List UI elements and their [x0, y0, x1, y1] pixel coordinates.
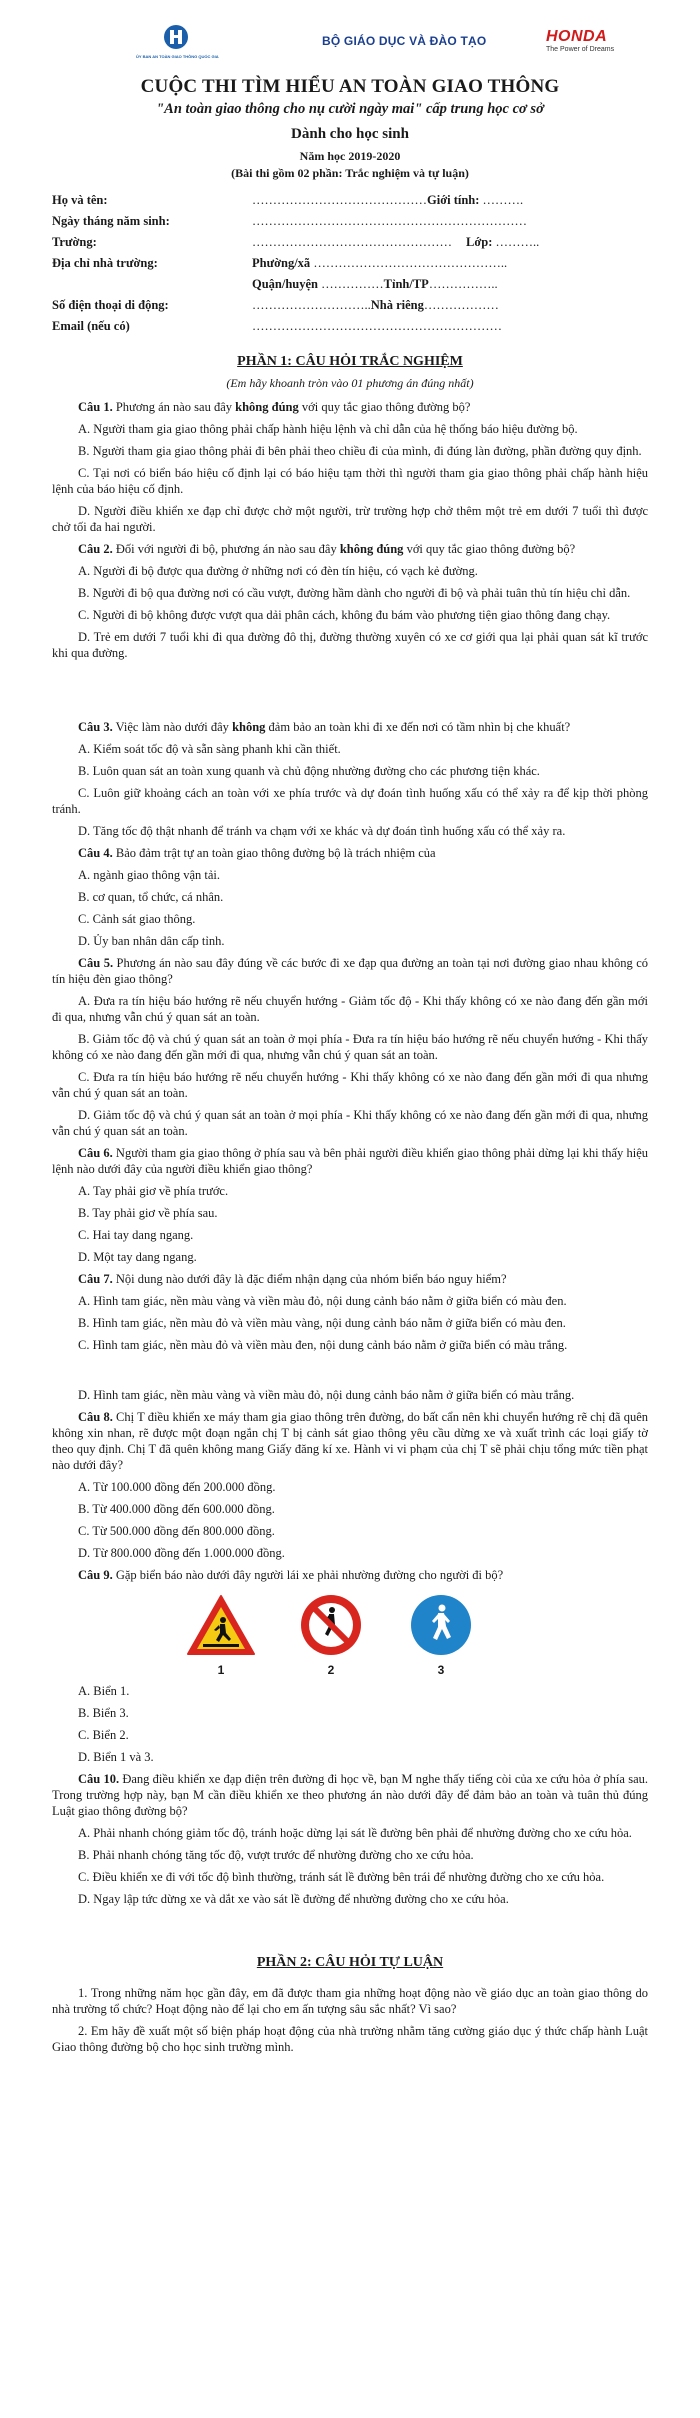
honda-slogan: The Power of Dreams — [546, 46, 615, 53]
committee-logo — [136, 24, 219, 59]
option-b[interactable]: B. Biển 3. — [78, 1706, 129, 1720]
email-label: Email (nếu có) — [52, 319, 130, 333]
option-c[interactable]: C. Hai tay dang ngang. — [78, 1228, 194, 1242]
district-row — [52, 277, 648, 298]
no-pedestrians-sign-icon — [299, 1593, 363, 1657]
sign-3-number: 3 — [437, 1663, 445, 1677]
question-10 — [52, 1771, 648, 1907]
part1-instruction: (Em hãy khoanh tròn vào 01 phương án đúng nhất) — [226, 376, 474, 390]
option-a[interactable]: A. Biển 1. — [78, 1684, 130, 1698]
question-5 — [52, 955, 648, 1139]
option-c[interactable]: C. Cảnh sát giao thông. — [78, 912, 196, 926]
option-a[interactable]: A. Tay phải giơ về phía trước. — [78, 1184, 229, 1198]
name-label: Họ và tên: — [52, 193, 108, 207]
question-8 — [52, 1409, 648, 1561]
option-d[interactable]: D. Ngay lập tức dừng xe và dắt xe vào sát lề đường để nhường đường cho xe cứu hỏa. — [78, 1892, 509, 1906]
option-a[interactable]: A. Kiểm soát tốc độ và sẵn sàng phanh khi cần thiết. — [78, 742, 341, 756]
part1-title: PHẦN 1: CÂU HỎI TRẮC NGHIỆM — [237, 354, 463, 369]
committee-caption: ỦY BAN AN TOÀN GIAO THÔNG QUỐC GIA — [136, 54, 219, 59]
sign-2[interactable] — [292, 1593, 370, 1677]
phone-row — [52, 298, 648, 319]
school-field[interactable]: ………………………………………… — [252, 235, 452, 249]
essay-question-1: 1. Trong những năm học gần đây, em đã được tham gia những hoạt động nào về giáo dục an toàn giao thông do nhà trường tổ chức? Hoạt động nào để lại cho em ấn tượng sâu sắc nhất? Vì sao? — [52, 1986, 648, 2016]
name-row — [52, 193, 648, 214]
sign-images — [182, 1593, 648, 1677]
question-text: Câu 6. Người tham gia giao thông ở phía sau và bên phải người điều khiển giao thông phải dừng lại khi thấy hiệu lệnh nào dưới đây của người điều khiển giao thông? — [52, 1146, 648, 1176]
option-d[interactable]: D. Biển 1 và 3. — [78, 1750, 154, 1764]
question-6 — [52, 1145, 648, 1265]
essay-question-2: 2. Em hãy đề xuất một số biện pháp hoạt động của nhà trường nhằm tăng cường giáo dục ý thức chấp hành Luật Giao thông đường bộ cho học sinh trường mình. — [52, 2024, 648, 2054]
option-a[interactable]: A. Đưa ra tín hiệu báo hướng rẽ nếu chuyển hướng - Giảm tốc độ - Khi thấy không có xe nào đang đến gần mới đi qua, nhưng vẫn chú ý quan sát an toàn. — [52, 994, 648, 1024]
school-label: Trường: — [52, 235, 97, 249]
option-a[interactable]: A. Người tham gia giao thông phải chấp hành hiệu lệnh và chỉ dẫn của hệ thống báo hiệu đường bộ. — [78, 422, 578, 436]
question-7 — [52, 1271, 648, 1403]
student-info-form — [52, 193, 648, 340]
question-text: Câu 4. Bảo đảm trật tự an toàn giao thông đường bộ là trách nhiệm của — [78, 846, 436, 860]
exam-note: (Bài thi gồm 02 phần: Trắc nghiệm và tự luận) — [231, 166, 469, 180]
city-label: Tỉnh/TP — [383, 277, 429, 291]
option-d[interactable]: D. Từ 800.000 đồng đến 1.000.000 đồng. — [78, 1546, 285, 1560]
option-a[interactable]: A. Phải nhanh chóng giảm tốc độ, tránh hoặc dừng lại sát lề đường bên phải để nhường đường cho xe cứu hỏa. — [78, 1826, 632, 1840]
phone-field[interactable]: ……………………….. — [252, 298, 371, 312]
pedestrian-path-sign-icon — [409, 1593, 473, 1657]
phone-label: Số điện thoại di động: — [52, 298, 169, 312]
question-4 — [52, 845, 648, 949]
option-c[interactable]: C. Tại nơi có biển báo hiệu cố định lại có báo hiệu tạm thời thì người tham gia giao thông phải chấp hành hiệu lệnh của báo hiệu cố định. — [52, 466, 648, 496]
committee-emblem-icon — [163, 24, 189, 50]
address-row — [52, 256, 648, 277]
option-b[interactable]: B. Từ 400.000 đồng đến 600.000 đồng. — [78, 1502, 275, 1516]
contest-title: CUỘC THI TÌM HIỂU AN TOÀN GIAO THÔNG — [140, 76, 560, 97]
option-c[interactable]: C. Biển 2. — [78, 1728, 129, 1742]
question-1 — [52, 399, 648, 535]
question-text: Câu 9. Gặp biển báo nào dưới đây người lái xe phải nhường đường cho người đi bộ? — [78, 1568, 504, 1582]
ward-field[interactable]: ……………………………………….. — [310, 256, 508, 270]
ward-label: Phường/xã — [252, 256, 311, 270]
gender-field[interactable]: ………. — [479, 193, 524, 207]
district-field[interactable]: …………… — [318, 277, 384, 291]
name-field[interactable]: …………………………………… — [252, 193, 427, 207]
dob-label: Ngày tháng năm sinh: — [52, 214, 170, 228]
part2-title: PHẦN 2: CÂU HỎI TỰ LUẬN — [256, 1955, 444, 1970]
class-label: Lớp: — [466, 235, 493, 249]
question-text: Câu 2. Đối với người đi bộ, phương án nào sau đây không đúng với quy tắc giao thông đường bộ? — [78, 542, 576, 556]
audience: Dành cho học sinh — [291, 126, 409, 142]
dob-row — [52, 214, 648, 235]
gender-label: Giới tính: — [427, 193, 480, 207]
option-a[interactable]: A. Người đi bộ được qua đường ở những nơi có đèn tín hiệu, có vạch kẻ đường. — [78, 564, 478, 578]
option-c[interactable]: C. Luôn giữ khoảng cách an toàn với xe phía trước và dự đoán tình huống xấu có thể xảy ra để kịp thời phòng tránh. — [52, 786, 648, 816]
contest-subtitle: "An toàn giao thông cho nụ cười ngày mai" cấp trung học cơ sở — [156, 101, 544, 117]
home-phone-field[interactable]: ……………… — [423, 298, 499, 312]
option-a[interactable]: A. Từ 100.000 đồng đến 200.000 đồng. — [78, 1480, 276, 1494]
option-c[interactable]: C. Điều khiển xe đi với tốc độ bình thường, tránh sát lề đường bên trái để nhường đường cho xe cứu hỏa. — [78, 1870, 605, 1884]
option-d[interactable]: D. Giảm tốc độ và chú ý quan sát an toàn ở mọi phía - Khi thấy không có xe nào đang đến gần mới đi qua, nhưng vẫn chú ý quan sát an toàn. — [52, 1108, 648, 1138]
class-field[interactable]: ……….. — [492, 235, 540, 249]
sign-1-number: 1 — [217, 1663, 225, 1677]
school-year: Năm học 2019-2020 — [299, 149, 401, 163]
question-9 — [52, 1567, 648, 1765]
ministry-name: BỘ GIÁO DỤC VÀ ĐÀO TẠO — [322, 34, 487, 48]
email-field[interactable]: …………………………………………………… — [252, 319, 502, 333]
header — [52, 10, 648, 70]
option-c[interactable]: C. Đưa ra tín hiệu báo hướng rẽ nếu chuyển hướng - Khi thấy không có xe nào đang đến gần mới đi qua nhưng vẫn chú ý quan sát an toàn. — [52, 1070, 648, 1100]
honda-brand: HONDA — [546, 28, 608, 45]
question-text: Câu 7. Nội dung nào dưới đây là đặc điểm nhận dạng của nhóm biển báo nguy hiểm? — [78, 1272, 507, 1286]
option-b[interactable]: B. Người tham gia giao thông phải đi bên phải theo chiều đi của mình, đi đúng làn đường, phần đường quy định. — [78, 444, 642, 458]
city-field[interactable]: …………….. — [428, 277, 498, 291]
question-2 — [52, 541, 648, 661]
email-row — [52, 319, 648, 340]
dob-field[interactable]: ………………………………………………………… — [252, 214, 527, 228]
option-d[interactable]: D. Trẻ em dưới 7 tuổi khi đi qua đường đô thị, đường thường xuyên có xe cơ giới qua lại phải quan sát kĩ trước khi qua đường. — [52, 630, 648, 660]
option-c[interactable]: C. Từ 500.000 đồng đến 800.000 đồng. — [78, 1524, 275, 1538]
option-b[interactable]: B. cơ quan, tổ chức, cá nhân. — [78, 890, 224, 904]
question-text: Câu 10. Đang điều khiển xe đạp điện trên đường đi học về, bạn M nghe thấy tiếng còi của xe cứu hỏa ở phía sau. Trong trường hợp này, bạn M cần điều khiển xe theo phương án nào dưới đây để đảm bảo an toàn và tuân thủ đúng Luật giao thông đường bộ? — [52, 1772, 648, 1818]
question-text: Câu 8. Chị T điều khiển xe máy tham gia giao thông trên đường, do bất cẩn nên khi chuyển hướng rẽ chị đã quên không xin nhan, rẽ được một đoạn ngắn chị T bị cảnh sát giao thông yêu cầu dừng xe và xuất trình các loại giấy tờ theo quy định. Chị T đã quên không mang Giấy đăng kí xe. Hành vi vi phạm của chị T sẽ phải chịu tổng mức tiền phạt nào dưới đây? — [52, 1410, 648, 1472]
sign-2-number: 2 — [327, 1663, 335, 1677]
question-3 — [52, 719, 648, 839]
sign-1[interactable] — [182, 1593, 260, 1677]
option-c[interactable]: C. Hình tam giác, nền màu đỏ và viền màu đen, nội dung cảnh báo nằm ở giữa biển có màu trắng. — [78, 1338, 568, 1352]
option-b[interactable]: B. Hình tam giác, nền màu đỏ và viền màu vàng, nội dung cảnh báo nằm ở giữa biển có màu đen. — [78, 1316, 566, 1330]
question-text: Câu 3. Việc làm nào dưới đây không đảm bảo an toàn khi đi xe đến nơi có tầm nhìn bị che khuất? — [78, 720, 571, 734]
honda-logo — [546, 28, 614, 53]
question-text: Câu 5. Phương án nào sau đây đúng về các bước đi xe đạp qua đường an toàn tại nơi đường giao nhau không có tín hiệu đèn giao thông? — [52, 956, 648, 986]
option-d[interactable]: D. Người điều khiển xe đạp chỉ được chở một người, trừ trường hợp chở thêm một trẻ em dưới 7 tuổi thì được chở tối đa hai người. — [52, 504, 648, 534]
option-d[interactable]: D. Một tay dang ngang. — [78, 1250, 197, 1264]
option-a[interactable]: A. Hình tam giác, nền màu vàng và viền màu đỏ, nội dung cảnh báo nằm ở giữa biển có màu đen. — [78, 1294, 567, 1308]
option-b[interactable]: B. Giảm tốc độ và chú ý quan sát an toàn ở mọi phía - Đưa ra tín hiệu báo hướng rẽ nếu chuyển hướng - Khi thấy không có xe nào đang đến gần mới đi qua, nhưng vẫn chú ý quan sát an toàn. — [52, 1032, 648, 1062]
address-label: Địa chỉ nhà trường: — [52, 256, 158, 270]
option-b[interactable]: B. Người đi bộ qua đường nơi có cầu vượt, đường hầm dành cho người đi bộ và phải tuân thủ tín hiệu chỉ dẫn. — [78, 586, 631, 600]
home-phone-label: Nhà riêng — [370, 298, 424, 312]
option-b[interactable]: B. Luôn quan sát an toàn xung quanh và chủ động nhường đường cho các phương tiện khác. — [78, 764, 540, 778]
question-text: Câu 1. Phương án nào sau đây không đúng với quy tắc giao thông đường bộ? — [78, 400, 471, 414]
option-b[interactable]: B. Phải nhanh chóng tăng tốc độ, vượt trước để nhường đường cho xe cứu hỏa. — [78, 1848, 474, 1862]
option-d[interactable]: D. Tăng tốc độ thật nhanh để tránh va chạm với xe khác và dự đoán tình huống xấu có thể xảy ra. — [78, 824, 566, 838]
sign-3[interactable] — [402, 1593, 480, 1677]
option-a[interactable]: A. ngành giao thông vận tải. — [78, 868, 220, 882]
option-b[interactable]: B. Tay phải giơ về phía sau. — [78, 1206, 218, 1220]
option-c[interactable]: C. Người đi bộ không được vượt qua dải phân cách, không đu bám vào phương tiện giao thông đang chạy. — [78, 608, 611, 622]
school-row — [52, 235, 648, 256]
option-d[interactable]: D. Ủy ban nhân dân cấp tỉnh. — [78, 934, 225, 948]
district-label: Quận/huyện — [252, 277, 319, 291]
option-d[interactable]: D. Hình tam giác, nền màu vàng và viền màu đỏ, nội dung cảnh báo nằm ở giữa biển có màu trắng. — [78, 1388, 575, 1402]
pedestrian-warning-sign-icon — [185, 1593, 257, 1657]
